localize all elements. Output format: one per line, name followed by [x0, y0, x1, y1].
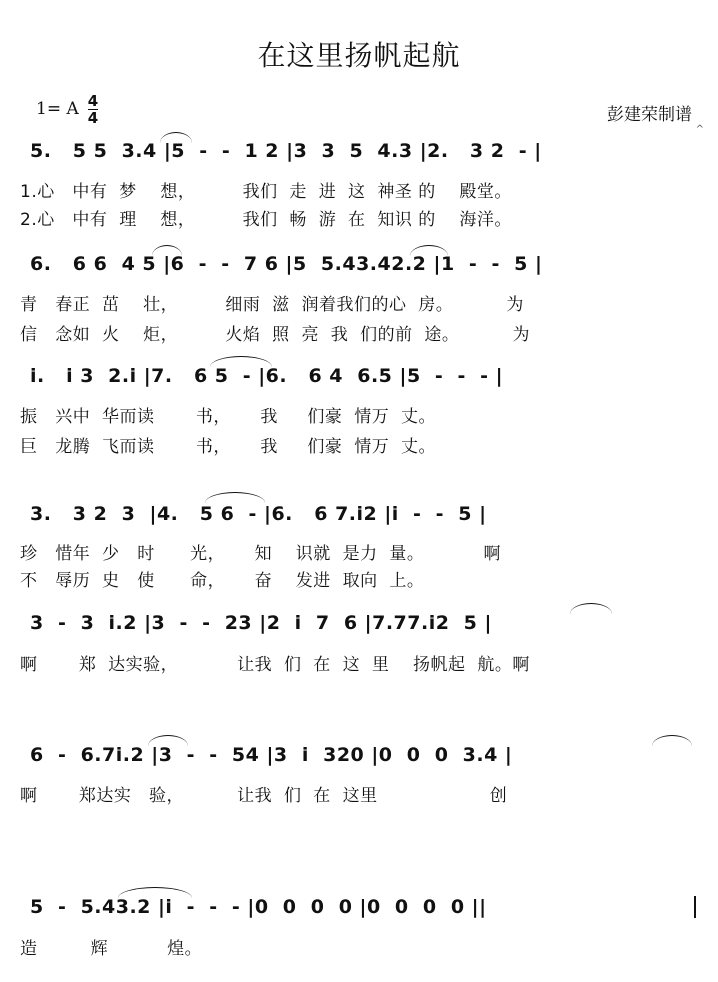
slur-mark — [148, 735, 188, 746]
final-barline — [694, 896, 696, 918]
meter-bottom: 4 — [87, 109, 99, 127]
meter-top: 4 — [87, 92, 99, 110]
slur-mark — [410, 245, 448, 256]
lyric-line-3b: 巨 龙腾 飞而读 书， 我 们豪 情万 丈。 — [20, 437, 436, 457]
notation-line-3: i. i 3 2.i |7. 6 5 - |6. 6 4 6.5 |5 - - - | — [30, 365, 504, 387]
notation-line-6: 6 - 6.7i.2 |3 - - 54 |3 i 320 |0 0 0 3.4 | — [30, 744, 513, 766]
lyric-line-1a: 1.心 中有 梦 想， 我们 走 进 这 神圣 的 殿堂。 — [20, 182, 512, 202]
lyric-line-4b: 不 辱历 史 使 命， 奋 发进 取向 上。 — [20, 571, 425, 591]
notation-line-4: 3. 3 2 3 |4. 5 6 - |6. 6 7.i2 |i - - 5 | — [30, 503, 487, 525]
lyric-line-2b: 信 念如 火 炬， 火焰 照 亮 我 们的前 途。 为 — [20, 325, 531, 345]
notation-line-5: 3 - 3 i.2 |3 - - 23 |2 i 7 6 |7.77.i2 5 | — [30, 612, 492, 634]
slur-mark — [210, 356, 272, 367]
lyric-line-5a: 啊 郑 达实验， 让我 们 在 这 里 扬帆起 航。啊 — [20, 655, 530, 675]
slur-mark — [118, 887, 192, 898]
lyric-line-7a: 造 辉 煌。 — [20, 939, 203, 959]
lyric-line-6a: 啊 郑达实 验， 让我 们 在 这里 创 — [20, 786, 508, 806]
lyric-line-3a: 振 兴中 华而读 书， 我 们豪 情万 丈。 — [20, 407, 436, 427]
lyric-line-2a: 青 春正 茁 壮， 细雨 滋 润着我们的心 房。 为 — [20, 295, 524, 315]
notation-line-7: 5 - 5.43.2 |i - - - |0 0 0 0 |0 0 0 0 || — [30, 896, 487, 918]
slur-mark — [652, 735, 692, 746]
slur-mark — [152, 245, 182, 256]
key-signature: 1= A — [36, 99, 79, 119]
notation-line-2: 6. 6 6 4 5 |6 - - 7 6 |5 5.43.42.2 |1 - - 5 | — [30, 253, 543, 275]
lyric-line-1b: 2.心 中有 理 想， 我们 畅 游 在 知识 的 海洋。 — [20, 210, 512, 230]
slur-mark — [160, 132, 192, 143]
lyric-line-4a: 珍 惜年 少 时 光， 知 识就 是力 量。 啊 — [20, 544, 501, 564]
slur-mark — [570, 603, 612, 614]
score-title: 在这里扬帆起航 — [257, 39, 461, 72]
slur-mark — [205, 492, 265, 503]
time-signature — [86, 93, 100, 126]
composer-credit: 彭建荣制谱 — [607, 105, 692, 125]
notation-line-1: 5. 5 5 3.4 |5 - - 1 2 |3 3 5 4.3 |2. 3 2 - | — [30, 140, 542, 162]
caret-mark-icon: ^ — [695, 124, 704, 135]
